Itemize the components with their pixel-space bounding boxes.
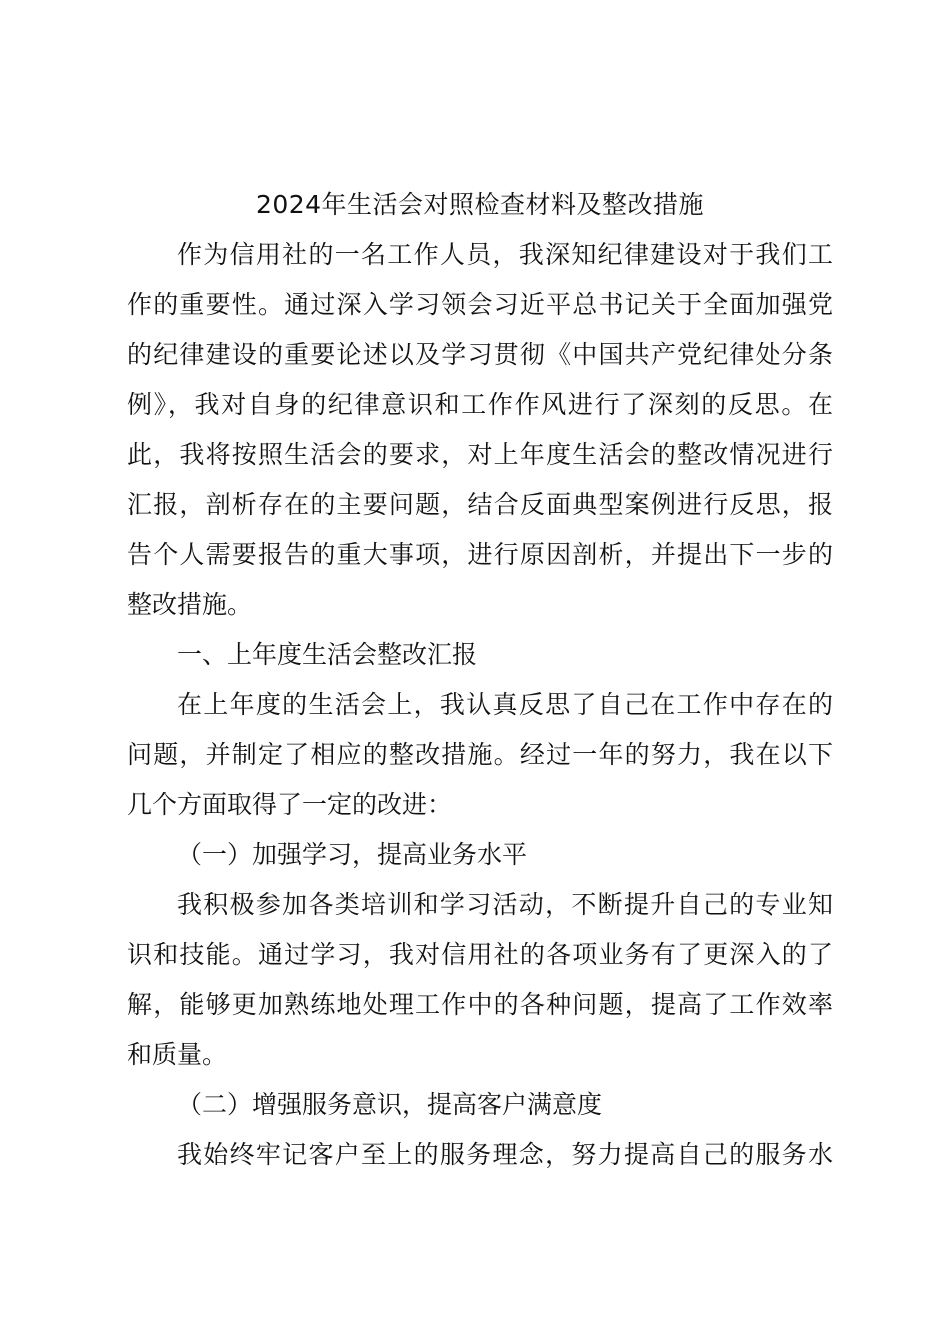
intro-line-8: 整改措施。: [127, 590, 253, 619]
intro-line-3: 的纪律建设的重要论述以及学习贯彻《中国共产党纪律处分条: [127, 340, 833, 369]
intro-line-1: 作为信用社的一名工作人员，我深知纪律建设对于我们工: [177, 240, 833, 269]
intro-line-5: 此，我将按照生活会的要求，对上年度生活会的整改情况进行: [127, 440, 833, 469]
intro-line-2: 作的重要性。通过深入学习领会习近平总书记关于全面加强党: [127, 290, 833, 319]
section1-line-3: 几个方面取得了一定的改进：: [127, 790, 453, 819]
sub1-line-2: 识和技能。通过学习，我对信用社的各项业务有了更深入的了: [127, 940, 833, 969]
sub1-line-4: 和质量。: [127, 1040, 228, 1069]
subsection-heading-2: （二）增强服务意识，提高客户满意度: [177, 1090, 603, 1119]
subsection-heading-1: （一）加强学习，提高业务水平: [177, 840, 528, 869]
section1-line-1: 在上年度的生活会上，我认真反思了自己在工作中存在的: [177, 690, 833, 719]
document-title: 2024年生活会对照检查材料及整改措施: [255, 190, 705, 219]
intro-line-6: 汇报，剖析存在的主要问题，结合反面典型案例进行反思，报: [127, 490, 833, 519]
section1-line-2: 问题，并制定了相应的整改措施。经过一年的努力，我在以下: [127, 740, 833, 769]
sub2-line-1: 我始终牢记客户至上的服务理念，努力提高自己的服务水: [177, 1140, 833, 1169]
section-heading: 一、上年度生活会整改汇报: [177, 640, 478, 669]
intro-line-7: 告个人需要报告的重大事项，进行原因剖析，并提出下一步的: [127, 540, 833, 569]
intro-line-4: 例》，我对自身的纪律意识和工作作风进行了深刻的反思。在: [127, 390, 833, 419]
sub1-line-1: 我积极参加各类培训和学习活动，不断提升自己的专业知: [177, 890, 833, 919]
sub1-line-3: 解，能够更加熟练地处理工作中的各种问题，提高了工作效率: [127, 990, 833, 1019]
